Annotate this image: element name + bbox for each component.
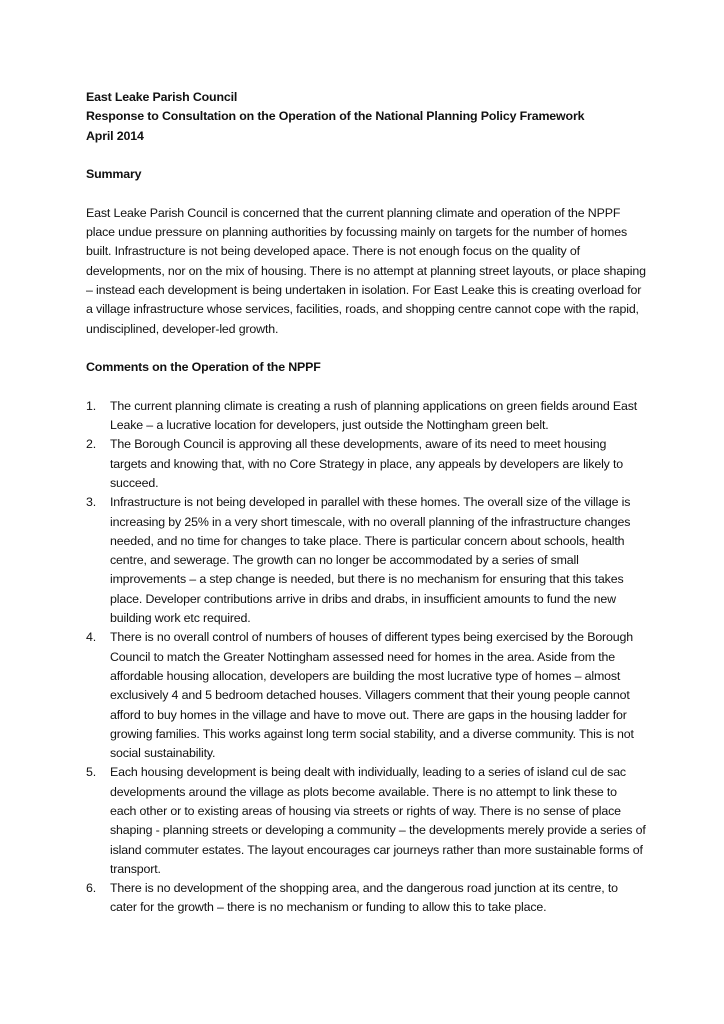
comment-number: 5.: [86, 765, 97, 780]
comment-number: 2.: [86, 437, 97, 452]
comment-text: The current planning climate is creating a rush of planning applications on green fields around East Leake – a lucrative location for developers, just outside the Nottingham green belt.: [110, 398, 638, 433]
comment-text: Infrastructure is not being developed in parallel with these homes. The overall size of the village is increasing by 25% in a very short timescale, with no overall planning of the infrastructure changes needed, and no time for changes to take place. There is particular concern about schools, health centre, and sewerage. The growth can no longer be accommodated by a series of small improvements – a step change is needed, but there is no mechanism for ensuring that this takes place. Developer contributions arrive in dribs and drabs, in insufficient amounts to fund the new building work etc required.: [110, 495, 631, 626]
comment-item-4: [86, 628, 646, 763]
comment-text: There is no overall control of numbers of houses of different types being exercised by the Borough Council to match the Greater Nottingham assessed need for homes in the area. Aside from the affordable housing allocation, developers are building the most lucrative type of homes – almost exclusively 4 and 5 bedroom detached houses. Villagers comment that their young people cannot afford to buy homes in the village and have to move out. There are gaps in the housing ladder for growing families. This works against long term social stability, and a diverse community. This is not social sustainability.: [110, 630, 634, 761]
comment-item-2: [86, 435, 646, 493]
document-date: April 2014: [86, 128, 144, 143]
comment-item-3: [86, 493, 646, 628]
comment-item-6: [86, 879, 646, 918]
summary-heading: Summary: [86, 167, 142, 182]
comment-number: 3.: [86, 495, 97, 510]
comment-number: 1.: [86, 398, 97, 413]
summary-paragraph: East Leake Parish Council is concerned that the current planning climate and operation of the NPPF place undue pressure on planning authorities by focussing mainly on targets for the number of homes built. Infrastructure is not being developed apace. There is not enough focus on the quality of developments, nor on the mix of housing. There is no attempt at planning street layouts, or place shaping – instead each development is being undertaken in isolation. For East Leake this is creating overload for a village infrastructure whose services, facilities, roads, and shopping centre cannot cope with the rapid, undisciplined, developer-led growth.: [86, 205, 646, 336]
document-title: Response to Consultation on the Operation of the National Planning Policy Framework: [86, 109, 585, 124]
organisation-name: East Leake Parish Council: [86, 90, 238, 104]
comment-item-5: [86, 763, 646, 879]
comments-list: [86, 397, 646, 918]
comment-item-1: [86, 397, 646, 436]
comments-heading: Comments on the Operation of the NPPF: [86, 360, 321, 375]
document-page: [86, 88, 646, 918]
comment-number: 6.: [86, 881, 97, 896]
comment-text: The Borough Council is approving all these developments, aware of its need to meet housing targets and knowing that, with no Core Strategy in place, any appeals by developers are likely to succeed.: [110, 437, 624, 490]
comment-text: There is no development of the shopping area, and the dangerous road junction at its centre, to cater for the growth – there is no mechanism or funding to allow this to take place.: [110, 881, 618, 915]
comment-number: 4.: [86, 630, 97, 645]
comment-text: Each housing development is being dealt with individually, leading to a series of island cul de sac developments around the village as plots become available. There is no attempt to link these to each other or to existing areas of housing via streets or rights of way. There is no sense of place shaping - planning streets or developing a community – the developments merely provide a series of island commuter estates. The layout encourages car journeys rather than more sustainable forms of transport.: [110, 765, 646, 876]
